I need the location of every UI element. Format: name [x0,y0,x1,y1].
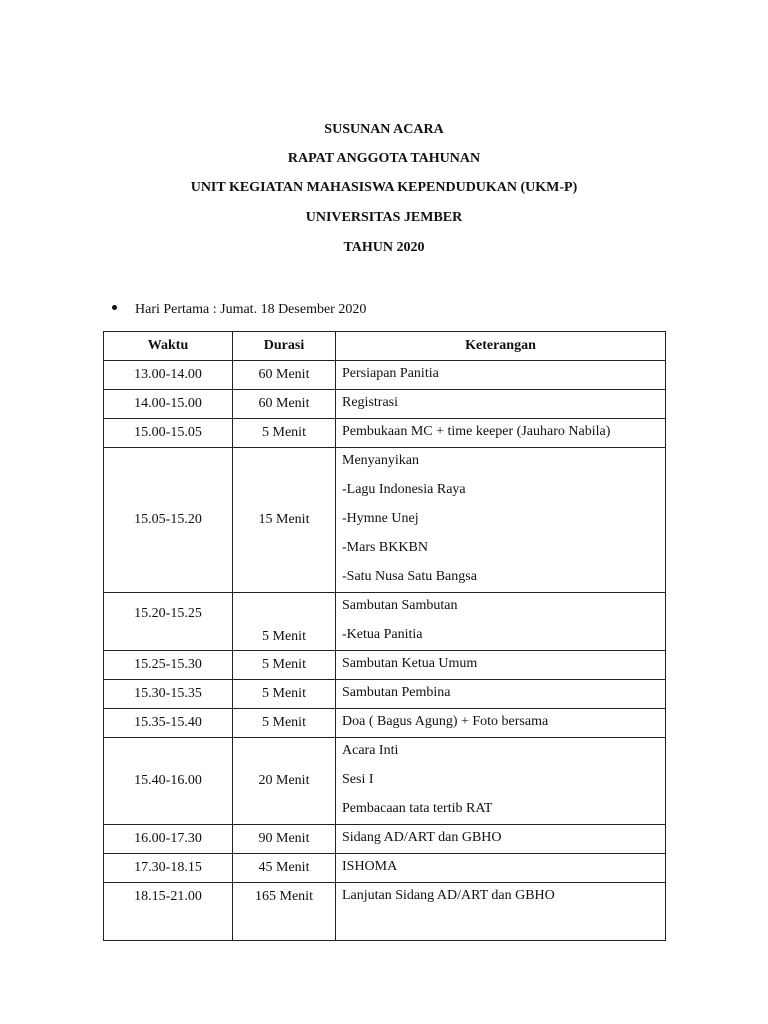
cell-durasi: 5 Menit [233,680,336,709]
cell-waktu: 15.40-16.00 [104,738,233,825]
keterangan-line: Sambutan Pembina [342,685,451,700]
keterangan-line: Menyanyikan [342,453,419,468]
cell-durasi: 60 Menit [233,390,336,419]
cell-waktu: 14.00-15.00 [104,390,233,419]
cell-durasi: 165 Menit [233,883,336,941]
cell-keterangan [336,680,666,709]
title-unit: UNIT KEGIATAN MAHASISWA KEPENDUDUKAN (UKM-P) [190,180,578,195]
table-row [104,593,666,651]
cell-keterangan [336,738,666,825]
table-row [104,709,666,738]
title-tahun: TAHUN 2020 [343,240,425,255]
cell-durasi: 45 Menit [233,854,336,883]
header-keterangan: Keterangan [336,332,666,361]
keterangan-line [342,911,665,940]
cell-waktu: 15.25-15.30 [104,651,233,680]
keterangan-line: Pembukaan MC + time keeper (Jauharo Nabila) [342,424,611,439]
table-row [104,825,666,854]
cell-waktu: 15.30-15.35 [104,680,233,709]
cell-durasi: 5 Menit [233,709,336,738]
title-universitas: UNIVERSITAS JEMBER [305,210,463,225]
cell-keterangan [336,651,666,680]
keterangan-line: Acara Inti [342,743,399,758]
cell-waktu: 15.20-15.25 [104,593,233,651]
keterangan-line: Sambutan Sambutan [342,598,458,613]
cell-durasi: 5 Menit [233,651,336,680]
cell-waktu: 15.35-15.40 [104,709,233,738]
cell-durasi: 20 Menit [233,738,336,825]
keterangan-line: Doa ( Bagus Agung) + Foto bersama [342,714,549,729]
keterangan-line: -Hymne Unej [342,511,419,526]
cell-durasi: 5 Menit [233,419,336,448]
table-body [104,361,666,941]
cell-keterangan [336,854,666,883]
cell-durasi: 90 Menit [233,825,336,854]
title-susunan-acara: SUSUNAN ACARA [324,122,444,137]
cell-waktu: 15.05-15.20 [104,448,233,593]
header-waktu: Waktu [104,332,233,361]
day-heading [112,302,366,318]
cell-keterangan [336,709,666,738]
cell-keterangan [336,825,666,854]
cell-waktu: 15.00-15.05 [104,419,233,448]
header-durasi: Durasi [233,332,336,361]
keterangan-line: Lanjutan Sidang AD/ART dan GBHO [342,888,555,903]
day-label: Hari Pertama : Jumat. 18 Desember 2020 [135,302,367,317]
cell-durasi: 5 Menit [233,593,336,651]
keterangan-line: Persiapan Panitia [342,366,439,381]
cell-waktu: 18.15-21.00 [104,883,233,941]
cell-keterangan [336,390,666,419]
cell-keterangan [336,448,666,593]
cell-waktu: 13.00-14.00 [104,361,233,390]
keterangan-line: Registrasi [342,395,398,410]
table-row [104,854,666,883]
keterangan-line: -Lagu Indonesia Raya [342,482,466,497]
cell-keterangan [336,361,666,390]
cell-keterangan [336,419,666,448]
table-row [104,651,666,680]
table-row [104,448,666,593]
keterangan-line: Sambutan Ketua Umum [342,656,478,671]
table-row [104,390,666,419]
cell-waktu: 17.30-18.15 [104,854,233,883]
table-row [104,738,666,825]
table-row [104,419,666,448]
keterangan-line: Sidang AD/ART dan GBHO [342,830,502,845]
table-header-row [104,332,666,361]
keterangan-line: Sesi I [342,772,374,787]
table-row [104,680,666,709]
keterangan-line: -Satu Nusa Satu Bangsa [342,569,477,584]
cell-keterangan [336,593,666,651]
keterangan-line: -Mars BKKBN [342,540,428,555]
title-rapat: RAPAT ANGGOTA TAHUNAN [287,151,481,166]
cell-durasi: 15 Menit [233,448,336,593]
cell-keterangan [336,883,666,941]
keterangan-line: -Ketua Panitia [342,627,423,642]
keterangan-line: ISHOMA [342,859,398,874]
schedule-table [103,331,666,941]
table-row [104,883,666,941]
keterangan-line: Pembacaan tata tertib RAT [342,801,493,816]
cell-waktu: 16.00-17.30 [104,825,233,854]
table-row [104,361,666,390]
bullet-icon [112,305,117,310]
cell-durasi: 60 Menit [233,361,336,390]
